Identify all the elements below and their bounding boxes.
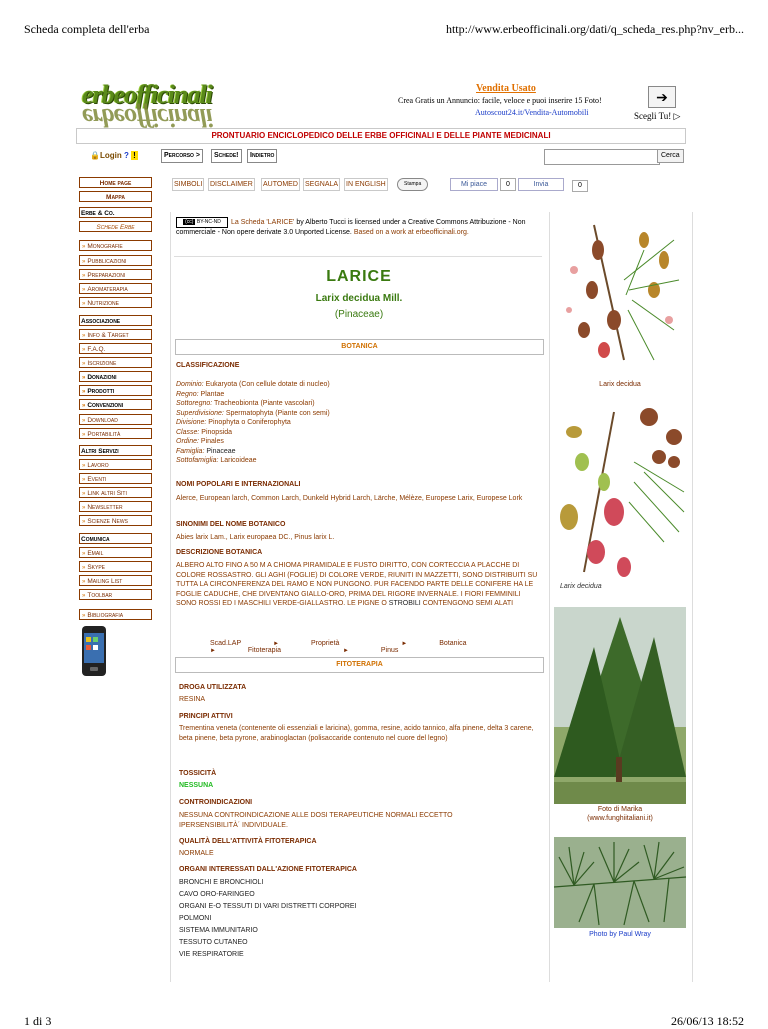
strobili-link[interactable]: STROBILI [388, 600, 421, 607]
print-title: Scheda completa dell'erba [24, 22, 150, 36]
image-caption-3: Foto di Marika [597, 806, 643, 813]
organi-item: CAVO ORO-FARINGEO [179, 891, 255, 898]
sidebar-item-bibliografia[interactable]: » Bibliografia [79, 609, 152, 620]
organi-item: BRONCHI E BRONCHIOLI [179, 879, 264, 886]
sinonimi-text: Abies larix Lam., Larix europaea DC., Pinus larix L. [176, 534, 335, 541]
sidebar-item-mappa[interactable]: Mappa [79, 191, 152, 202]
classificazione-row: Ordine: Pinales [176, 438, 224, 445]
like-button[interactable]: Mi piace [450, 178, 498, 191]
image-caption-2: Larix decidua [560, 583, 602, 590]
sidebar-item-faq[interactable]: » F.A.Q. [79, 343, 152, 354]
sidebar-item-nutrizione[interactable]: » Nutrizione [79, 297, 152, 308]
sidebar-section-associazione: Associazione [79, 315, 152, 326]
sidebar-item-donazioni[interactable]: » Donazioni [79, 371, 152, 382]
sidebar-section-comunica: Comunica [79, 533, 152, 544]
organi-item: POLMONI [179, 915, 212, 922]
section-botanica: BOTANICA [175, 339, 544, 355]
send-count: 0 [572, 180, 588, 192]
print-button[interactable]: Stampa [397, 178, 428, 191]
arrow-right-icon: ➔ [656, 89, 668, 105]
lock-icon: 🔒 [90, 151, 100, 160]
larix-illustration-2 [554, 402, 686, 590]
ad-choices[interactable]: Scegli Tu! ▷ [634, 111, 681, 121]
login-area [90, 151, 138, 160]
plant-family: (Pinaceae) [334, 309, 384, 320]
qualita-text: NORMALE [179, 850, 214, 857]
sidebar-item-portabilita[interactable]: » Portabilità [79, 428, 152, 439]
ad-title[interactable]: Vendita Usato [476, 83, 536, 94]
search-button[interactable]: Cerca [657, 149, 684, 163]
cc-license-badge[interactable]: (cc) BY-NC-ND [176, 217, 228, 228]
tossicita-title: TOSSICITÀ [179, 770, 217, 777]
organi-item: VIE RESPIRATORIE [179, 951, 244, 958]
principi-title: PRINCIPI ATTIVI [179, 713, 233, 720]
tab-fitoterapia[interactable]: ► Fitoterapia [210, 647, 281, 654]
ad-text: Crea Gratis un Annuncio: facile, veloce e puoi inserire 15 Foto! [398, 96, 602, 105]
sidebar-item-info-target[interactable]: » Info & Target [79, 329, 152, 340]
sidebar-item-convenzioni[interactable]: » Convenzioni [79, 399, 152, 410]
classificazione-row: Dominio: Eukaryota (Con cellule dotate di nucleo) [176, 381, 330, 388]
license-link-cc[interactable]: Creative Commons Attribuzione - Non commerciale - Non opere derivate 3.0 Unported License. [176, 219, 526, 236]
plant-name: LARICE [326, 268, 392, 285]
toolbar-segnala[interactable]: SEGNALA [303, 178, 340, 191]
sidebar-item-mailing-list[interactable]: » Mailing List [79, 575, 152, 586]
license-text: La Scheda 'LARICE' by Alberto Tucci is licensed under a Creative Commons Attribuzione - Non commerciale - Non opere derivate 3.0 Unported License. Based on a work at erbeofficinali.org. [176, 219, 526, 236]
toolbar-english[interactable]: IN ENGLISH [344, 178, 388, 191]
sidebar-item-scienze-news[interactable]: » Scienze News [79, 515, 152, 526]
alert-icon[interactable]: ! [133, 151, 136, 160]
droga-text: RESINA [179, 696, 206, 703]
section-tabs [210, 640, 540, 654]
toolbar-simboli[interactable]: SIMBOLI [172, 178, 204, 191]
image-caption-4: Photo by Paul Wray [589, 931, 651, 938]
sidebar-item-monografie[interactable]: » Monografie [79, 240, 152, 251]
sidebar-item-lavoro[interactable]: » Lavoro [79, 459, 152, 470]
sidebar-item-eventi[interactable]: » Eventi [79, 473, 152, 484]
sidebar-item-pubblicazioni[interactable]: » Pubblicazioni [79, 255, 152, 266]
descrizione-title: DESCRIZIONE BOTANICA [176, 549, 263, 556]
tab-pinus[interactable]: ► Pinus [342, 647, 399, 654]
ad-link[interactable]: Autoscout24.it/Vendita-Automobili [475, 108, 589, 117]
print-date: 26/06/13 18:52 [670, 1014, 744, 1028]
tab-botanica[interactable]: ► Botanica [401, 640, 467, 647]
sidebar-section-erbe: Erbe & Co. [79, 207, 152, 218]
search-input[interactable] [544, 149, 660, 165]
classificazione-row: Divisione: Pinophyta o Coniferophyta [176, 419, 291, 426]
tossicita-text: NESSUNA [179, 782, 214, 789]
print-url: http://www.erbeofficinali.org/dati/q_scheda_res.php?nv_erb... [445, 22, 744, 36]
qualita-title: QUALITÀ DELL'ATTIVITÀ FITOTERAPICA [179, 838, 317, 845]
print-page-number: 1 di 3 [24, 1014, 52, 1028]
login-link[interactable]: Login [99, 151, 122, 160]
site-subtitle: PRONTUARIO ENCICLOPEDICO DELLE ERBE OFFICINALI E DELLE PIANTE MEDICINALI [76, 128, 686, 144]
divider [174, 256, 542, 257]
help-icon[interactable]: ? [123, 151, 129, 160]
organi-title: ORGANI INTERESSATI DALL'AZIONE FITOTERAPICA [179, 866, 357, 873]
organi-item: SISTEMA IMMUNITARIO [179, 927, 258, 934]
percorso-button[interactable]: Percorso > [161, 149, 203, 163]
sidebar-item-preparazioni[interactable]: » Preparazioni [79, 269, 152, 280]
controindicazioni-title: CONTROINDICAZIONI [179, 799, 253, 806]
toolbar-automed[interactable]: AUTOMED [261, 178, 300, 191]
sidebar-item-aromaterapia[interactable]: » Aromaterapia [79, 283, 152, 294]
classificazione-row: Regno: Plantae [176, 390, 225, 398]
nomi-popolari-title: NOMI POPOLARI E INTERNAZIONALI [176, 481, 301, 488]
classificazione-row: Superdivisione: Spermatophyta (Piante con semi) [176, 409, 330, 417]
larix-illustration-1 [554, 220, 686, 370]
sidebar-section-altri-servizi: Altri Servizi [79, 445, 152, 456]
toolbar-disclaimer[interactable]: DISCLAIMER [208, 178, 255, 191]
site-logo[interactable] [82, 80, 218, 132]
descrizione-text: ALBERO ALTO FINO A 50 M A CHIOMA PIRAMIDALE E FUSTO DIRITTO, CON CORTECCIA A PLACCHE DI COLORE ROSSASTRO. GLI AGHI (FOGLIE) DI COLORE VERDE, RIUNITI IN MAZZETTI, SONO DISTRIBUITI SU TUTTA LA CIRCONFERENZA DEL RAMO E NON PUNGONO. PUR FACENDO PARTE DELLE CONIFERE HA LE FOGLIE CADUCHE, CHE DIVENTANO GIALLO-ORO, PRIMA DEL RIGORE INVERNALE. I FIORI FEMMINILI SONO ROSSI ED I MASCHILI VERDE-GIALLASTRO. LE PIGNE O STROBILI CONTENGONO SEMI ALATI [176, 562, 538, 607]
sidebar-item-download[interactable]: » Download [79, 414, 152, 425]
logo-text: erbeofficinali [82, 80, 212, 109]
sidebar-item-prodotti[interactable]: » Prodotti [79, 385, 152, 396]
larch-needles-photo [554, 837, 686, 928]
sidebar-item-skype[interactable]: » Skype [79, 561, 152, 572]
license-link-source[interactable]: Based on a work at erbeofficinali.org. [351, 228, 469, 236]
droga-title: DROGA UTILIZZATA [179, 684, 247, 691]
license-link-scheda[interactable]: La Scheda 'LARICE' [231, 219, 295, 226]
image-caption-1: Larix decidua [599, 381, 641, 388]
organi-item: TESSUTO CUTANEO [179, 939, 248, 946]
sidebar-item-home[interactable]: Home page [79, 177, 152, 188]
smartphone-icon[interactable] [80, 625, 110, 679]
like-count: 0 [500, 178, 516, 191]
section-fitoterapia: FITOTERAPIA [175, 657, 544, 673]
tab-scad[interactable]: Scad.LAP [210, 640, 242, 647]
sidebar-item-newsletter[interactable]: » Newsletter [79, 501, 152, 512]
sidebar-item-iscrizione[interactable]: » Iscrizione [79, 357, 152, 368]
sidebar-item-schede-erbe[interactable]: Schede Erbe [79, 221, 152, 232]
ad-arrow-button[interactable] [648, 86, 676, 108]
classificazione-row: Sottofamiglia: Laricoideae [176, 457, 257, 464]
organi-item: ORGANI E-O TESSUTI DI VARI DISTRETTI CORPOREI [179, 903, 357, 910]
indietro-button[interactable]: Indietro [247, 149, 277, 163]
sidebar-item-toolbar[interactable]: » Toolbar [79, 589, 152, 600]
send-button[interactable]: Invia [518, 178, 564, 191]
classificazione-row: Classe: Pinopsida [176, 428, 233, 436]
sidebar-item-email[interactable]: » Email [79, 547, 152, 558]
plant-latin-name: Larix decidua Mill. [315, 293, 403, 304]
tab-proprieta[interactable]: ► Proprietà [273, 640, 340, 647]
schede-button[interactable]: Schede! [211, 149, 242, 163]
nomi-popolari-text: Alerce, European larch, Common Larch, Dunkeld Hybrid Larch, Lärche, Mélèze, Europese Larix, Europese Lork [176, 495, 523, 502]
classificazione-row: Sottoregno: Tracheobionta (Piante vascolari) [176, 400, 315, 407]
classificazione-title: CLASSIFICAZIONE [176, 362, 240, 369]
sinonimi-title: SINONIMI DEL NOME BOTANICO [176, 521, 286, 528]
sidebar-item-link-altri-siti[interactable]: » Link altri Siti [79, 487, 152, 498]
classificazione-row: Famiglia: Pinaceae [176, 447, 236, 455]
image-caption-3b[interactable]: (www.funghiitaliani.it) [587, 815, 653, 822]
logo-reflection: erbeofficinali [82, 103, 212, 132]
principi-text: Trementina veneta (contenente oli essenziali e laricina), gomma, resine, acido tannico, alfa pinene, delta 3 carene, beta pinene, beta pyrone, arabinoglactan (polisaccaride contenuto nel cuore del legno) [179, 725, 534, 742]
larch-tree-photo [554, 607, 686, 804]
controindicazioni-text: NESSUNA CONTROINDICAZIONE ALLE DOSI TERAPEUTICHE NORMALI ECCETTO IPERSENSIBILITÀ´ INDIVIDUALE. [179, 812, 453, 829]
